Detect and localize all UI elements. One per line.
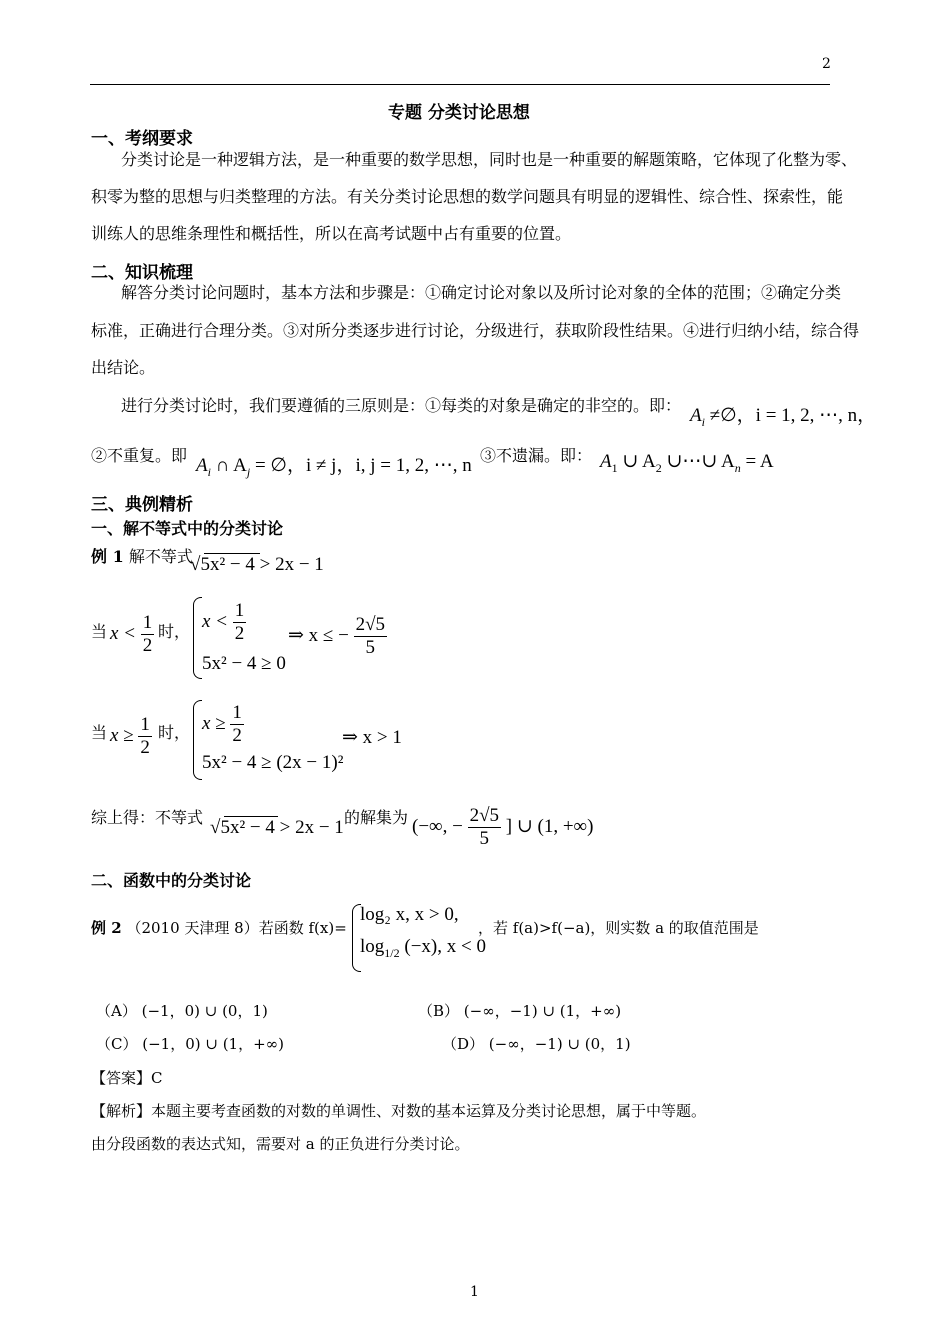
summary-solution-set [412, 805, 593, 850]
case-1-system-row-1 [202, 600, 246, 645]
case-1-system-row-2: 5x² − 4 ≥ 0 [202, 653, 286, 674]
fraction-numerator: 1 [140, 714, 150, 735]
case-1-condition-lhs: x < [110, 622, 137, 644]
system-brace [193, 700, 202, 780]
summary-mid: 的解集为 [344, 808, 409, 827]
case-1-system-row-1-lhs: x < [202, 610, 229, 632]
case-1-prefix: 当 [91, 622, 108, 641]
summary-set-left: (−∞, − [412, 815, 463, 837]
section-2-line-3: 出结论。 [91, 358, 156, 377]
section-1-line-3: 训练人的思维条理性和概括性，所以在高考试题中占有重要的位置。 [91, 224, 572, 243]
header-rule [90, 84, 830, 85]
case-2-system-row-1-lhs: x ≥ [202, 712, 226, 734]
page-title: 专题 分类讨论思想 [388, 103, 530, 123]
section-3-heading: 三、典例精析 [91, 495, 193, 515]
fraction-denominator: 5 [365, 637, 376, 658]
piece-2 [360, 936, 486, 961]
analysis-line-1 [91, 1101, 706, 1121]
example-1-label: 例 1 [91, 547, 124, 566]
fraction-denominator: 2 [142, 635, 153, 656]
principle-3-label: ③不遗漏。即： [480, 446, 593, 465]
log-symbol: log [360, 936, 385, 957]
half-fraction [141, 612, 155, 657]
case-2-system-row-1 [202, 702, 244, 747]
example-1-label-line [91, 547, 193, 567]
section-2-heading: 二、知识梳理 [91, 263, 193, 283]
analysis-line-2: 由分段函数的表达式知，需要对 a 的正负进行分类讨论。 [91, 1135, 470, 1153]
summary-inequality-text: 5x² − 4 > 2x − 1 [220, 817, 344, 838]
fraction-numerator: 2√5 [355, 614, 386, 635]
set-a-symbol: A [196, 455, 208, 476]
log-base: 1/2 [384, 945, 400, 960]
case-2-prefix: 当 [91, 723, 108, 742]
root5-fraction [354, 614, 387, 659]
system-brace [193, 597, 202, 679]
case-2-suffix: 时， [158, 723, 191, 742]
summary-inequality: √5x² − 4 > 2x − 1 [210, 817, 344, 838]
fraction-numerator: 2√5 [469, 805, 499, 826]
option-a: （A） (−1，0) ∪ (0，1) [96, 1002, 268, 1020]
set-a-symbol: A [690, 405, 702, 426]
analysis-label: 【解析】 [91, 1102, 152, 1120]
principle-1-formula: $A_i$ ≠∅，i = 1, 2, ⋯, n， [690, 405, 877, 429]
answer-line: 【答案】C [91, 1069, 163, 1087]
subsection-1-heading: 一、解不等式中的分类讨论 [91, 519, 284, 538]
piece-1: log₂ x, x > 0, [360, 904, 459, 925]
half-fraction [233, 600, 247, 645]
principle-1-formula-rest: ≠∅，i = 1, 2, ⋯, n， [709, 405, 877, 426]
example-2-text: （2010 天津理 8）若函数 f(x)= [126, 919, 347, 937]
intersection-part: ∩ A [215, 455, 247, 476]
section-2-line-1: 解答分类讨论问题时，基本方法和步骤是：①确定讨论对象以及所讨论对象的全体的范围；②确定分类 [121, 283, 842, 302]
root5-fraction [468, 805, 501, 850]
section-1-line-1: 分类讨论是一种逻辑方法，是一种重要的数学思想，同时也是一种重要的解题策略，它体现了化整为零、 [121, 150, 858, 169]
summary-prefix: 综上得：不等式 [91, 808, 204, 827]
union-part-2: ∪⋯∪ A [666, 451, 735, 472]
fraction-numerator: 1 [234, 600, 245, 621]
case-2-result: ⇒ x > 1 [342, 727, 402, 748]
half-fraction [138, 714, 152, 759]
analysis-text: 本题主要考查函数的对数的单调性、对数的基本运算及分类讨论思想，属于中等题。 [151, 1102, 707, 1120]
page-number-bottom: 1 [470, 1284, 479, 1300]
sqrt-overline [204, 553, 260, 554]
fraction-numerator: 1 [142, 612, 153, 633]
example-2-label: 例 2 [91, 919, 122, 937]
example-2-line [91, 918, 347, 938]
page-number-top: 2 [822, 56, 831, 72]
subsection-2-heading: 二、函数中的分类讨论 [91, 871, 252, 890]
piece-2-rest: (−x), x < 0 [404, 936, 486, 957]
example-1-inequality: √5x² − 4 > 2x − 1 [190, 554, 324, 575]
summary-set-right: ] ∪ (1, +∞) [505, 815, 594, 837]
principles-intro: 进行分类讨论时，我们要遵循的三原则是：①每类的对象是确定的非空的。即： [121, 396, 682, 415]
fraction-denominator: 2 [234, 623, 245, 644]
fraction-numerator: 1 [232, 702, 242, 723]
principle-2-formula-rest: = ∅，i ≠ j，i, j = 1, 2, ⋯, n [254, 455, 472, 476]
section-2-line-2: 标准，正确进行合理分类。③对所分类逐步进行讨论，分级进行，获取阶段性结果。④进行归纳小结，综合得 [91, 321, 860, 340]
option-d: （D） (−∞，−1) ∪ (0，1) [442, 1035, 631, 1053]
example-2-question: ，若 f(a)>f(−a)，则实数 a 的取值范围是 [478, 919, 759, 937]
union-part: ∪ A [622, 451, 656, 472]
case-2-condition-lhs: x ≥ [110, 724, 134, 746]
fraction-denominator: 5 [479, 828, 490, 849]
principle-3-formula-rest: = A [745, 451, 774, 472]
section-1-heading: 一、考纲要求 [91, 129, 193, 149]
case-1-condition [110, 612, 154, 657]
fraction-denominator: 2 [140, 737, 150, 758]
half-fraction [230, 702, 244, 747]
case-1-result [288, 614, 387, 659]
case-2-condition [110, 714, 152, 759]
example-1-text: 解不等式 [128, 547, 193, 566]
case-1-suffix: 时， [158, 622, 191, 641]
set-a-symbol: A [600, 451, 612, 472]
fraction-denominator: 2 [232, 725, 242, 746]
sqrt-overline [224, 816, 278, 817]
example-1-inequality-text: 5x² − 4 > 2x − 1 [200, 554, 324, 575]
principle-2-label: ②不重复。即 [91, 446, 188, 465]
case-1-result-text: ⇒ x ≤ − [288, 624, 349, 646]
option-b: （B） (−∞，−1) ∪ (1，+∞) [418, 1002, 622, 1020]
case-2-system-row-2: 5x² − 4 ≥ (2x − 1)² [202, 752, 344, 773]
principle-3-formula: $A_1$ ∪ $A_2$ ∪⋯∪ $A_n = A$ [600, 451, 774, 475]
section-1-line-2: 积零为整的思想与归类整理的方法。有关分类讨论思想的数学问题具有明显的逻辑性、综合性、探索性，能 [91, 187, 844, 206]
principle-2-formula: $A_i$ ∩ $A_j$ = ∅，i ≠ j，i, j = 1, 2, ⋯, n [196, 455, 472, 479]
option-c: （C） (−1，0) ∪ (1，+∞) [96, 1035, 285, 1053]
